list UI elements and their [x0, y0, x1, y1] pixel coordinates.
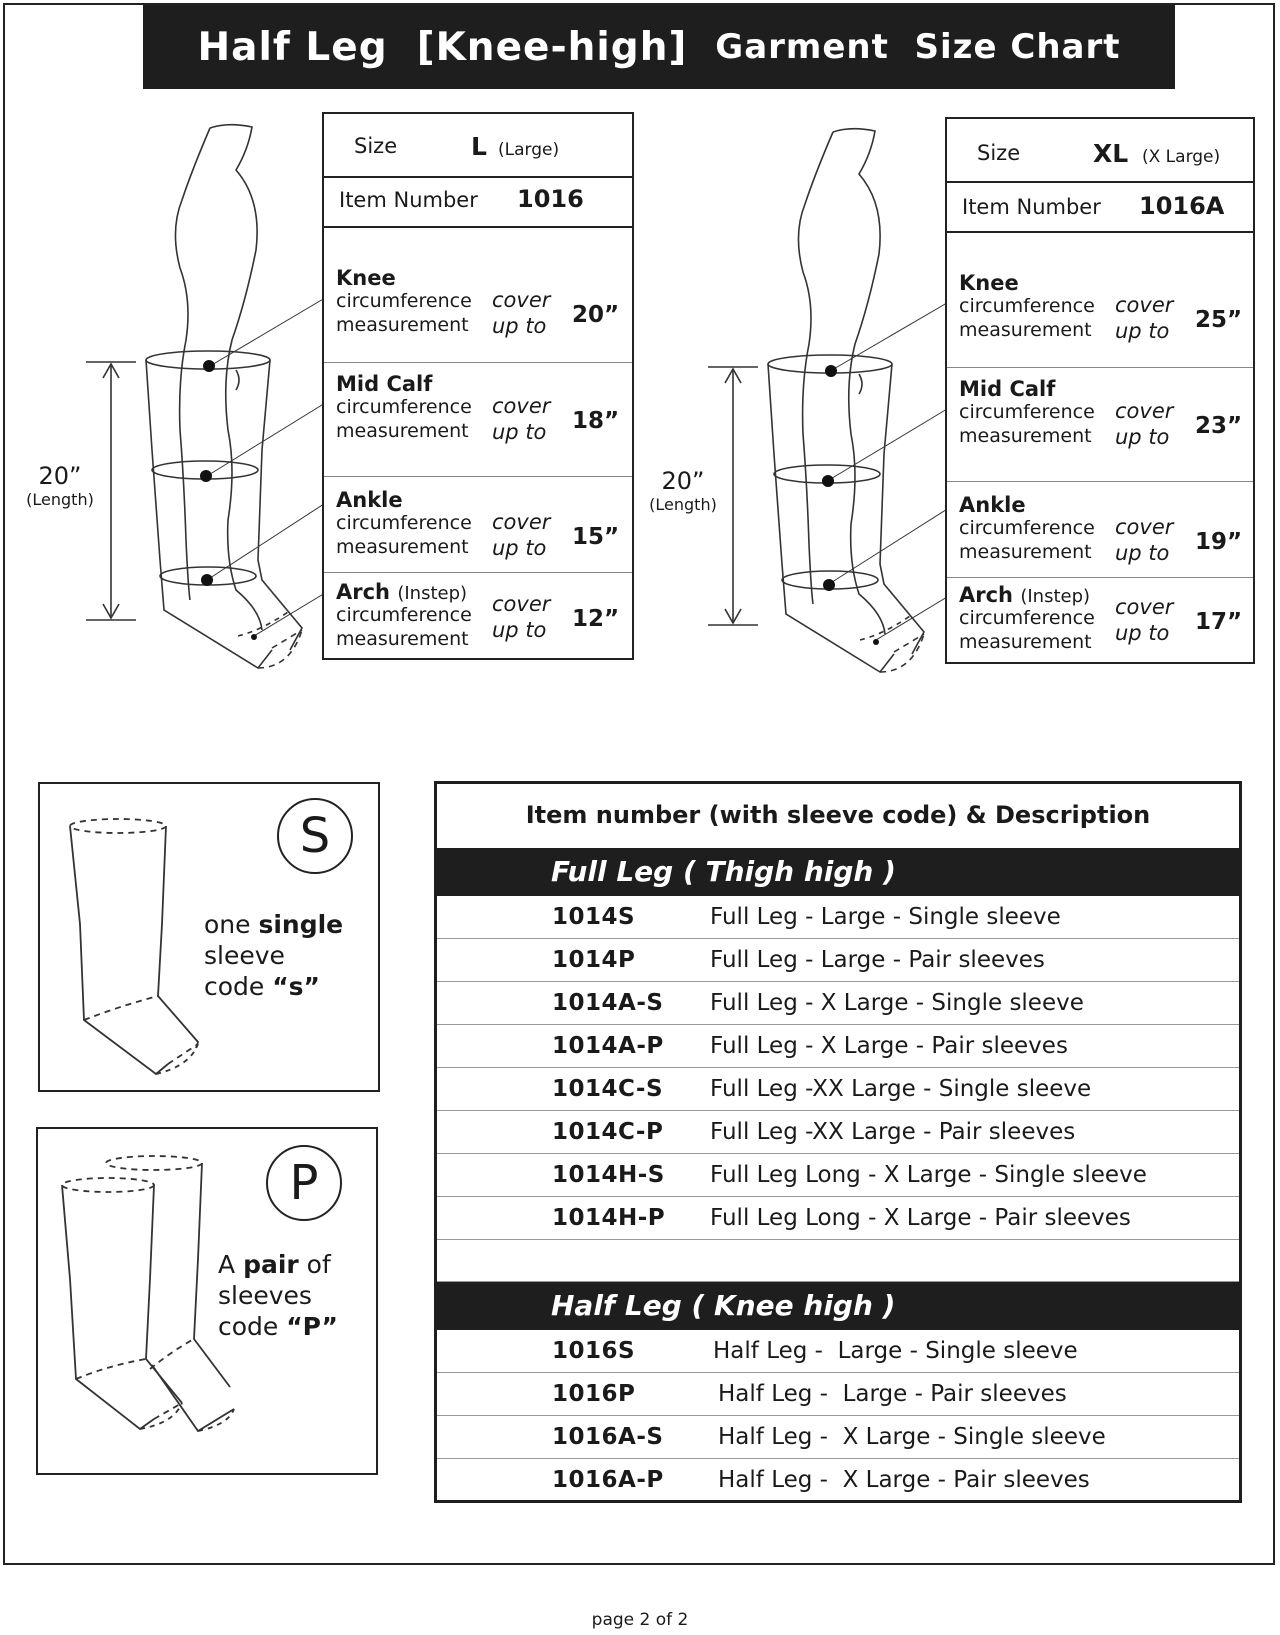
size-name: (X Large)	[1142, 147, 1221, 167]
table-row: 1014A-S Full Leg - X Large - Single sleeve	[437, 982, 1239, 1025]
single-sleeve-code-box	[38, 782, 380, 1092]
table-row: 1014C-S Full Leg -XX Large - Single sleeve	[437, 1068, 1239, 1111]
item-number-label: Item Number	[962, 195, 1101, 219]
length-label-x-large	[643, 467, 723, 514]
table-row: 1014P Full Leg - Large - Pair sleeves	[437, 939, 1239, 982]
size-card-x-large	[945, 117, 1255, 664]
section-half-leg: Half Leg ( Knee high )	[437, 1282, 1239, 1330]
measurement-ankle: Ankle circumference measurement cover up to 15”	[336, 488, 620, 560]
length-value: 20”	[661, 467, 705, 495]
measurement-ankle: Ankle circumference measurement cover up to 19”	[959, 493, 1243, 565]
length-value: 20”	[38, 462, 82, 490]
measurement-knee: Knee circumference measurement cover up to 25”	[959, 271, 1243, 343]
title-sub: Garment Size Chart	[715, 27, 1121, 67]
measurement-mid-calf: Mid Calf circumference measurement cover up to 18”	[336, 372, 620, 444]
table-row: 1014H-S Full Leg Long - X Large - Single sleeve	[437, 1154, 1239, 1197]
table-row: 1014S Full Leg - Large - Single sleeve	[437, 896, 1239, 939]
table-row: 1016A-P Half Leg - X Large - Pair sleeves	[552, 1467, 1090, 1493]
table-spacer-row	[437, 1240, 1239, 1282]
code-letter-s: S	[277, 798, 353, 874]
table-row: 1014C-P Full Leg -XX Large - Pair sleeves	[437, 1111, 1239, 1154]
size-name: (Large)	[498, 140, 560, 160]
table-row: 1016A-S Half Leg - X Large - Single sleeve	[437, 1416, 1239, 1459]
size-code: L	[471, 132, 487, 161]
item-number: 1016	[517, 185, 584, 213]
length-caption: (Length)	[26, 490, 94, 509]
table-row: 1016P Half Leg - Large - Pair sleeves	[437, 1373, 1239, 1416]
item-number: 1016A	[1139, 192, 1225, 220]
table-row: 1014H-P Full Leg Long - X Large - Pair sleeves	[437, 1197, 1239, 1240]
size-label: Size	[977, 141, 1021, 165]
measurement-arch: Arch (Instep) circumference measurement cover up to 17”	[959, 583, 1243, 653]
pair-sleeves-caption: A pair of sleeves code “P”	[218, 1250, 338, 1341]
item-table-title: Item number (with sleeve code) & Description	[525, 801, 1151, 829]
measurement-knee: Knee circumference measurement cover up to 20”	[336, 266, 620, 338]
length-caption: (Length)	[649, 495, 717, 514]
code-letter-p: P	[266, 1145, 342, 1221]
section-full-leg: Full Leg ( Thigh high )	[437, 848, 1239, 896]
pair-sleeves-code-box	[36, 1127, 378, 1475]
size-label: Size	[354, 134, 398, 158]
table-row: 1014A-P Full Leg - X Large - Pair sleeves	[437, 1025, 1239, 1068]
item-number-label: Item Number	[339, 188, 478, 212]
page-number: page 2 of 2	[591, 1610, 689, 1630]
table-row: 1016S Half Leg - Large - Single sleeve	[437, 1330, 1239, 1373]
size-code: XL	[1093, 139, 1129, 168]
title-main: Half Leg [Knee-high]	[197, 24, 688, 70]
item-number-table	[434, 781, 1242, 1503]
measurement-arch: Arch (Instep) circumference measurement cover up to 12”	[336, 580, 620, 650]
single-sleeve-caption: one single sleeve code “s”	[204, 910, 344, 1001]
measurement-mid-calf: Mid Calf circumference measurement cover up to 23”	[959, 377, 1243, 449]
